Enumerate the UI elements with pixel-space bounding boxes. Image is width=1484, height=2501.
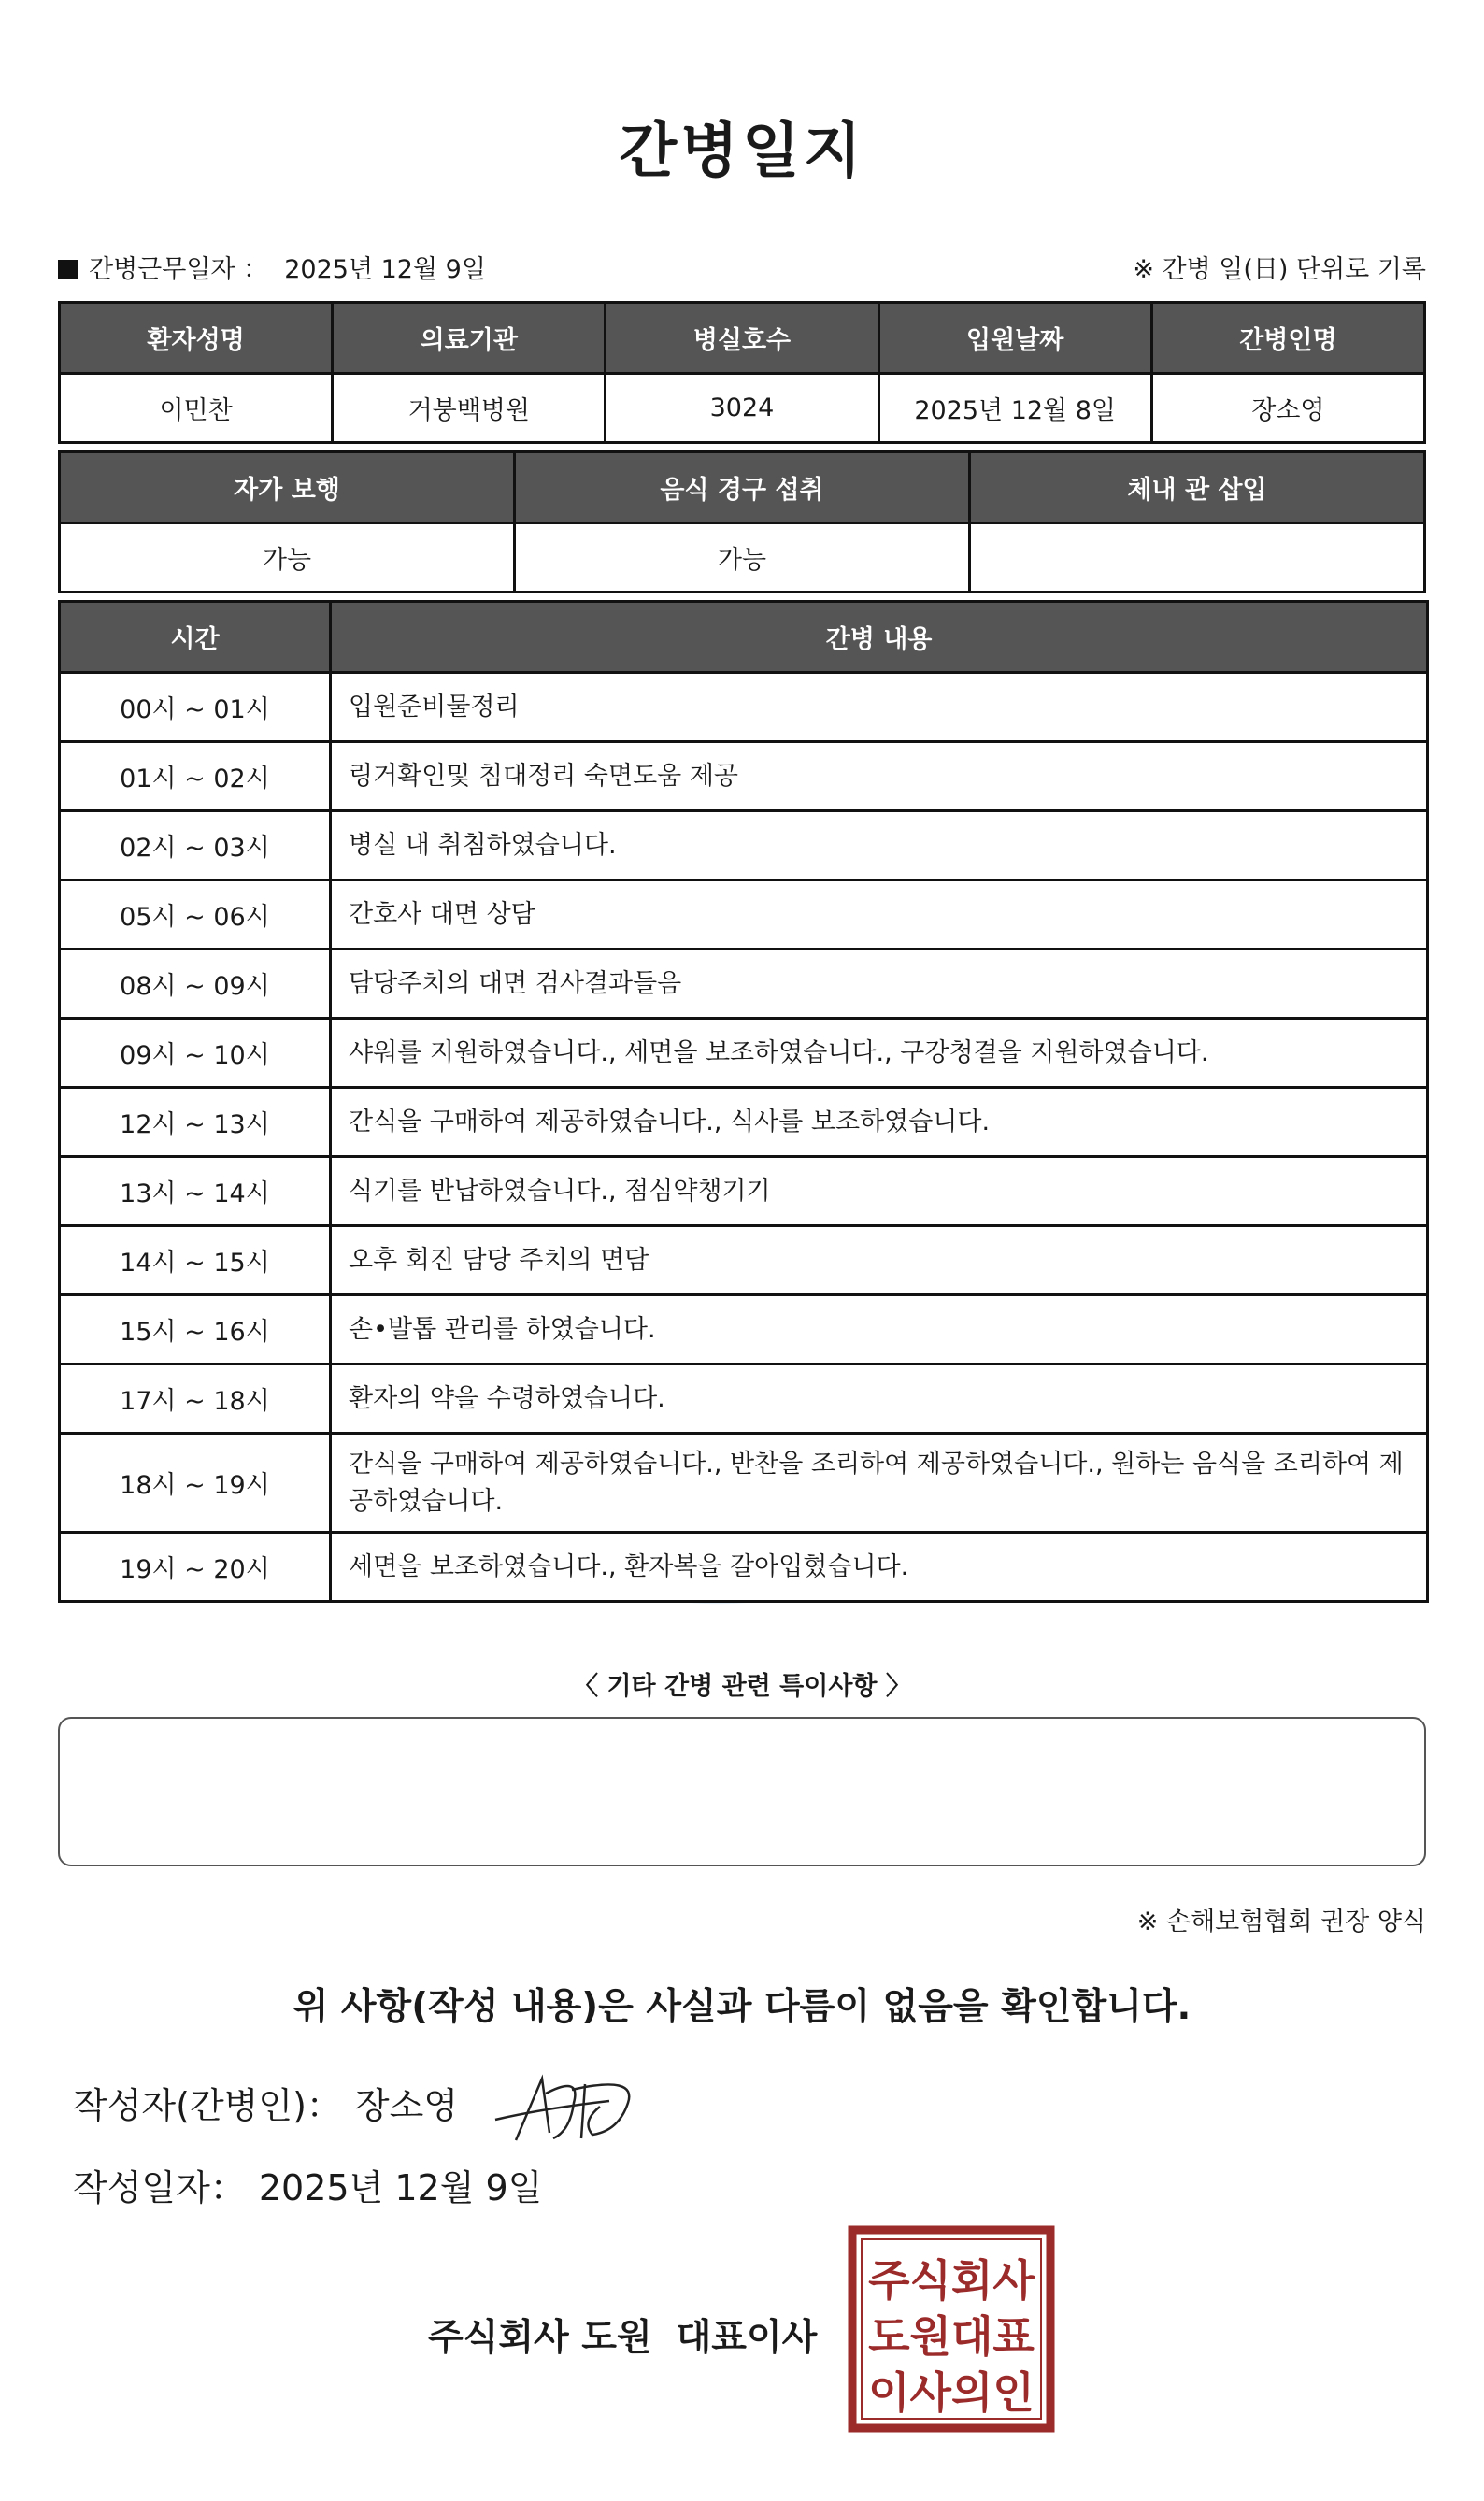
table-row [60,950,1428,1019]
row-time: 00시 ~ 01시 [60,673,331,742]
table-row [60,880,1428,950]
seal-line-3: 이사의인 [868,2367,1035,2418]
table-row [60,1226,1428,1295]
handwritten-signature [488,2065,647,2150]
header-time: 시간 [60,602,331,673]
row-time: 13시 ~ 14시 [60,1157,331,1226]
header-caregiver-name: 간병인명 [1151,303,1424,374]
recommended-form-note: ※ 손해보험협회 권장 양식 [1136,1908,1426,1936]
row-content: 간호사 대면 상담 [331,880,1428,950]
patient-info-table [58,301,1426,444]
caregiver-name: 장소영 [1151,374,1424,443]
row-content: 식기를 반납하였습니다., 점심약챙기기 [331,1157,1428,1226]
seal-line-2: 도원대표 [868,2311,1035,2362]
row-content: 샤워를 지원하였습니다., 세면을 보조하였습니다., 구강청결을 지원하였습니다. [331,1019,1428,1088]
patient-status-table [58,450,1426,593]
header-patient-name: 환자성명 [60,303,333,374]
row-time: 05시 ~ 06시 [60,880,331,950]
table-row [60,1365,1428,1434]
special-notes-box [58,1717,1426,1866]
table-row [60,1157,1428,1226]
writer-name: 장소영 [354,2085,459,2126]
writer-line [73,2077,458,2128]
document-title: 간병일지 [619,117,865,186]
care-log-table [58,600,1429,1603]
written-date-value: 2025년 12월 9일 [258,2167,543,2208]
oral-intake-value: 가능 [515,523,970,593]
row-content: 입원준비물정리 [331,673,1428,742]
square-bullet-icon [58,260,78,279]
confirmation-statement: 위 사항(작성 내용)은 사실과 다름이 없음을 확인합니다. [293,1986,1191,2028]
header-hospital: 의료기관 [333,303,606,374]
row-content: 간식을 구매하여 제공하였습니다., 반찬을 조리하여 제공하였습니다., 원하는 음식을 조리하여 제공하였습니다. [331,1434,1428,1533]
company-name: 주식회사 도원 [428,2317,652,2359]
header-self-walking: 자가 보행 [60,452,515,523]
row-time: 18시 ~ 19시 [60,1434,331,1533]
row-content: 링거확인및 침대정리 숙면도움 제공 [331,742,1428,811]
unit-note: ※ 간병 일(日) 단위로 기록 [1133,255,1426,284]
header-room-number: 병실호수 [606,303,878,374]
table-row [60,673,1428,742]
room-number: 3024 [606,374,878,443]
row-content: 간식을 구매하여 제공하였습니다., 식사를 보조하였습니다. [331,1088,1428,1157]
row-content: 병실 내 취침하였습니다. [331,811,1428,880]
table-row [60,1295,1428,1365]
hospital-name: 거붕백병원 [333,374,606,443]
tube-insertion-value [970,523,1425,593]
row-content: 오후 회진 담당 주치의 면담 [331,1226,1428,1295]
table-row [60,811,1428,880]
seal-line-1: 주식회사 [868,2255,1035,2306]
company-line [428,2308,817,2361]
writer-label: 작성자(간병인)： [73,2085,342,2126]
header-oral-intake: 음식 경구 섭취 [515,452,970,523]
table-row [60,742,1428,811]
work-date-line [58,249,486,285]
written-date-label: 작성일자： [73,2167,246,2208]
special-notes-title: 〈 기타 간병 관련 특이사항 〉 [573,1672,911,1701]
representative-title: 대표이사 [676,2317,818,2359]
row-time: 17시 ~ 18시 [60,1365,331,1434]
table-row [60,1019,1428,1088]
row-time: 09시 ~ 10시 [60,1019,331,1088]
work-date-label: 간병근무일자 ： [89,255,269,284]
row-content: 세면을 보조하였습니다., 환자복을 갈아입혔습니다. [331,1533,1428,1602]
row-time: 01시 ~ 02시 [60,742,331,811]
admission-date: 2025년 12월 8일 [878,374,1151,443]
table-row [60,1088,1428,1157]
row-time: 02시 ~ 03시 [60,811,331,880]
work-date-value: 2025년 12월 9일 [284,255,486,284]
row-content: 손•발톱 관리를 하였습니다. [331,1295,1428,1365]
table-row [60,1434,1428,1533]
self-walking-value: 가능 [60,523,515,593]
row-time: 08시 ~ 09시 [60,950,331,1019]
row-time: 14시 ~ 15시 [60,1226,331,1295]
row-time: 12시 ~ 13시 [60,1088,331,1157]
header-tube-insertion: 체내 관 삽입 [970,452,1425,523]
table-row [60,1533,1428,1602]
header-care-content: 간병 내용 [331,602,1428,673]
row-content: 환자의 약을 수령하였습니다. [331,1365,1428,1434]
header-admission-date: 입원날짜 [878,303,1151,374]
row-time: 19시 ~ 20시 [60,1533,331,1602]
patient-name: 이민찬 [60,374,333,443]
company-seal-stamp [847,2224,1056,2434]
row-time: 15시 ~ 16시 [60,1295,331,1365]
written-date-line [73,2159,542,2210]
row-content: 담당주치의 대면 검사결과들음 [331,950,1428,1019]
